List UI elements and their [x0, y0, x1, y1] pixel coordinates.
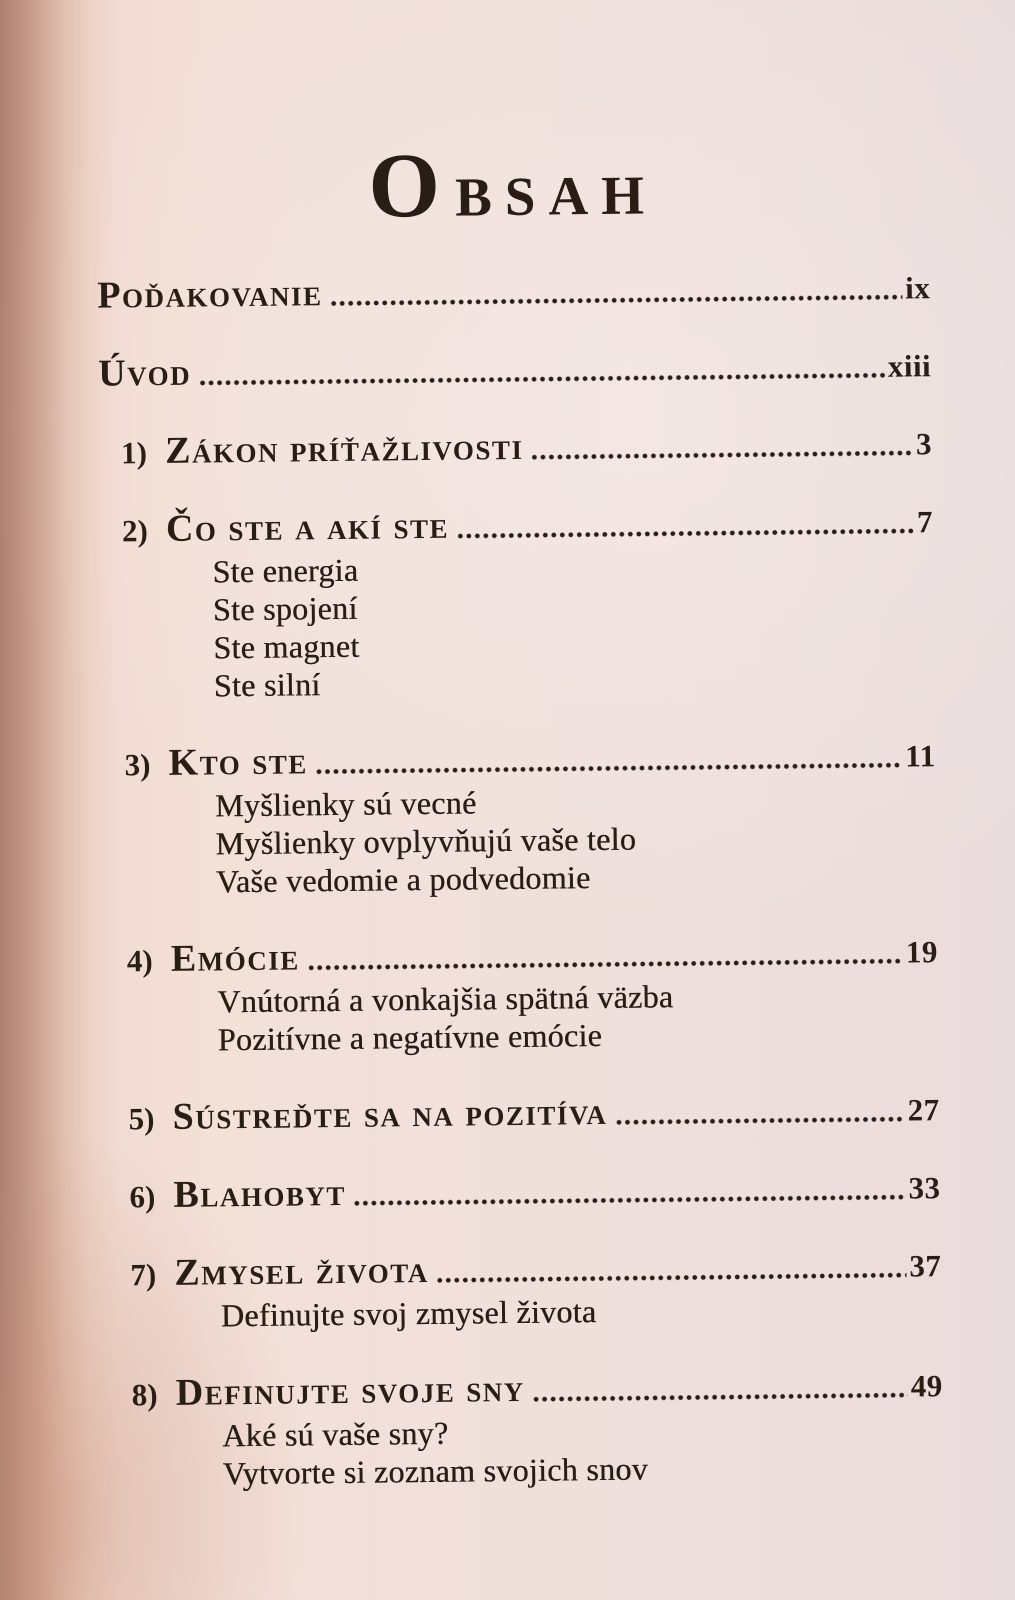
- toc-entry-line: [97, 268, 930, 315]
- toc-entry-line: [98, 346, 931, 393]
- toc-entry: [105, 932, 939, 1059]
- toc-entry: [99, 424, 932, 471]
- entry-label: Emócie: [170, 936, 300, 980]
- subitem: Vytvorte si zoznam svojich snov: [222, 1450, 649, 1492]
- dot-leader: [531, 448, 914, 461]
- toc-entry-line: [108, 1246, 941, 1293]
- entry-number: 7): [130, 1257, 157, 1293]
- subitem: Pozitívne a negatívne emócie: [217, 1016, 603, 1058]
- subitem: Vaše vedomie a podvedomie: [215, 859, 591, 900]
- toc-entry: [107, 1168, 940, 1215]
- entry-subitems: [100, 544, 935, 705]
- dot-leader: [614, 1115, 904, 1127]
- page-title: OBSAH: [367, 133, 658, 237]
- dot-leader: [436, 1271, 907, 1285]
- dot-leader: [456, 526, 914, 540]
- dot-leader: [198, 371, 885, 388]
- subitem: Ste silní: [213, 666, 321, 704]
- entry-label: Blahobyt: [173, 1171, 347, 1216]
- dot-leader: [307, 957, 903, 973]
- entry-page-number: ix: [904, 270, 931, 306]
- entry-subitems: [110, 1408, 944, 1493]
- entry-label: Zmysel života: [174, 1248, 429, 1294]
- toc-entry-line: [107, 1168, 940, 1215]
- dot-leader: [330, 293, 903, 308]
- entry-page-number: 7: [916, 504, 934, 540]
- subitem: Vnútorná a vonkajšia spätná väzba: [217, 978, 674, 1020]
- toc-entry: [98, 346, 931, 393]
- subitem: Definujte svoj zmysel života: [220, 1293, 597, 1334]
- entry-page-number: 49: [910, 1368, 943, 1404]
- entry-subitems: [109, 1288, 942, 1335]
- toc-entry-line: [102, 736, 935, 783]
- dot-leader: [532, 1391, 908, 1404]
- entry-subitems: [103, 778, 937, 901]
- subitem: Ste magnet: [213, 627, 360, 666]
- toc-entry: [108, 1246, 942, 1335]
- toc-entry-line: [105, 932, 938, 979]
- entry-page-number: 11: [905, 738, 936, 774]
- entry-number: 5): [128, 1101, 155, 1137]
- subitem: Aké sú vaše sny?: [222, 1414, 449, 1454]
- entry-number: 1): [120, 435, 148, 471]
- entry-label: Zákon príťažlivosti: [164, 425, 524, 472]
- toc-entry-line: [106, 1090, 939, 1137]
- entry-number: 6): [129, 1179, 156, 1215]
- dot-leader: [315, 761, 903, 777]
- entry-label: Úvod: [97, 351, 192, 395]
- subitem: Myšlienky ovplyvňujú vaše telo: [215, 820, 637, 862]
- entry-label: Definujte svoje sny: [175, 1367, 525, 1414]
- subitem: Ste energia: [212, 551, 359, 590]
- entry-page-number: xiii: [887, 348, 932, 384]
- entry-number: 8): [131, 1377, 158, 1413]
- entry-number: 3): [124, 747, 151, 783]
- entry-number: 4): [126, 943, 153, 979]
- entry-page-number: 3: [915, 426, 933, 462]
- toc-entry-line: [110, 1366, 943, 1413]
- entry-label: Kto ste: [168, 740, 308, 784]
- toc-entries: [97, 268, 944, 1493]
- entry-subitems: [105, 974, 939, 1059]
- toc-entry: [100, 502, 935, 705]
- entry-number: 2): [121, 513, 149, 549]
- toc-entry: [106, 1090, 939, 1137]
- entry-page-number: 27: [907, 1092, 940, 1128]
- entry-label: Čo ste a akí ste: [165, 504, 450, 550]
- subitem: Myšlienky sú vecné: [214, 784, 477, 824]
- toc-entry: [102, 736, 937, 901]
- entry-page-number: 33: [908, 1170, 941, 1206]
- entry-label: Poďakovanie: [97, 272, 323, 317]
- toc-entry-line: [99, 424, 932, 471]
- toc-entry: [110, 1366, 944, 1493]
- toc-entry: [97, 268, 930, 315]
- toc-entry-line: [100, 502, 933, 549]
- dot-leader: [353, 1193, 906, 1208]
- entry-page-number: 37: [909, 1248, 942, 1284]
- entry-label: Sústreďte sa na pozitíva: [172, 1090, 608, 1138]
- subitem: Ste spojení: [212, 589, 358, 628]
- entry-page-number: 19: [905, 934, 939, 970]
